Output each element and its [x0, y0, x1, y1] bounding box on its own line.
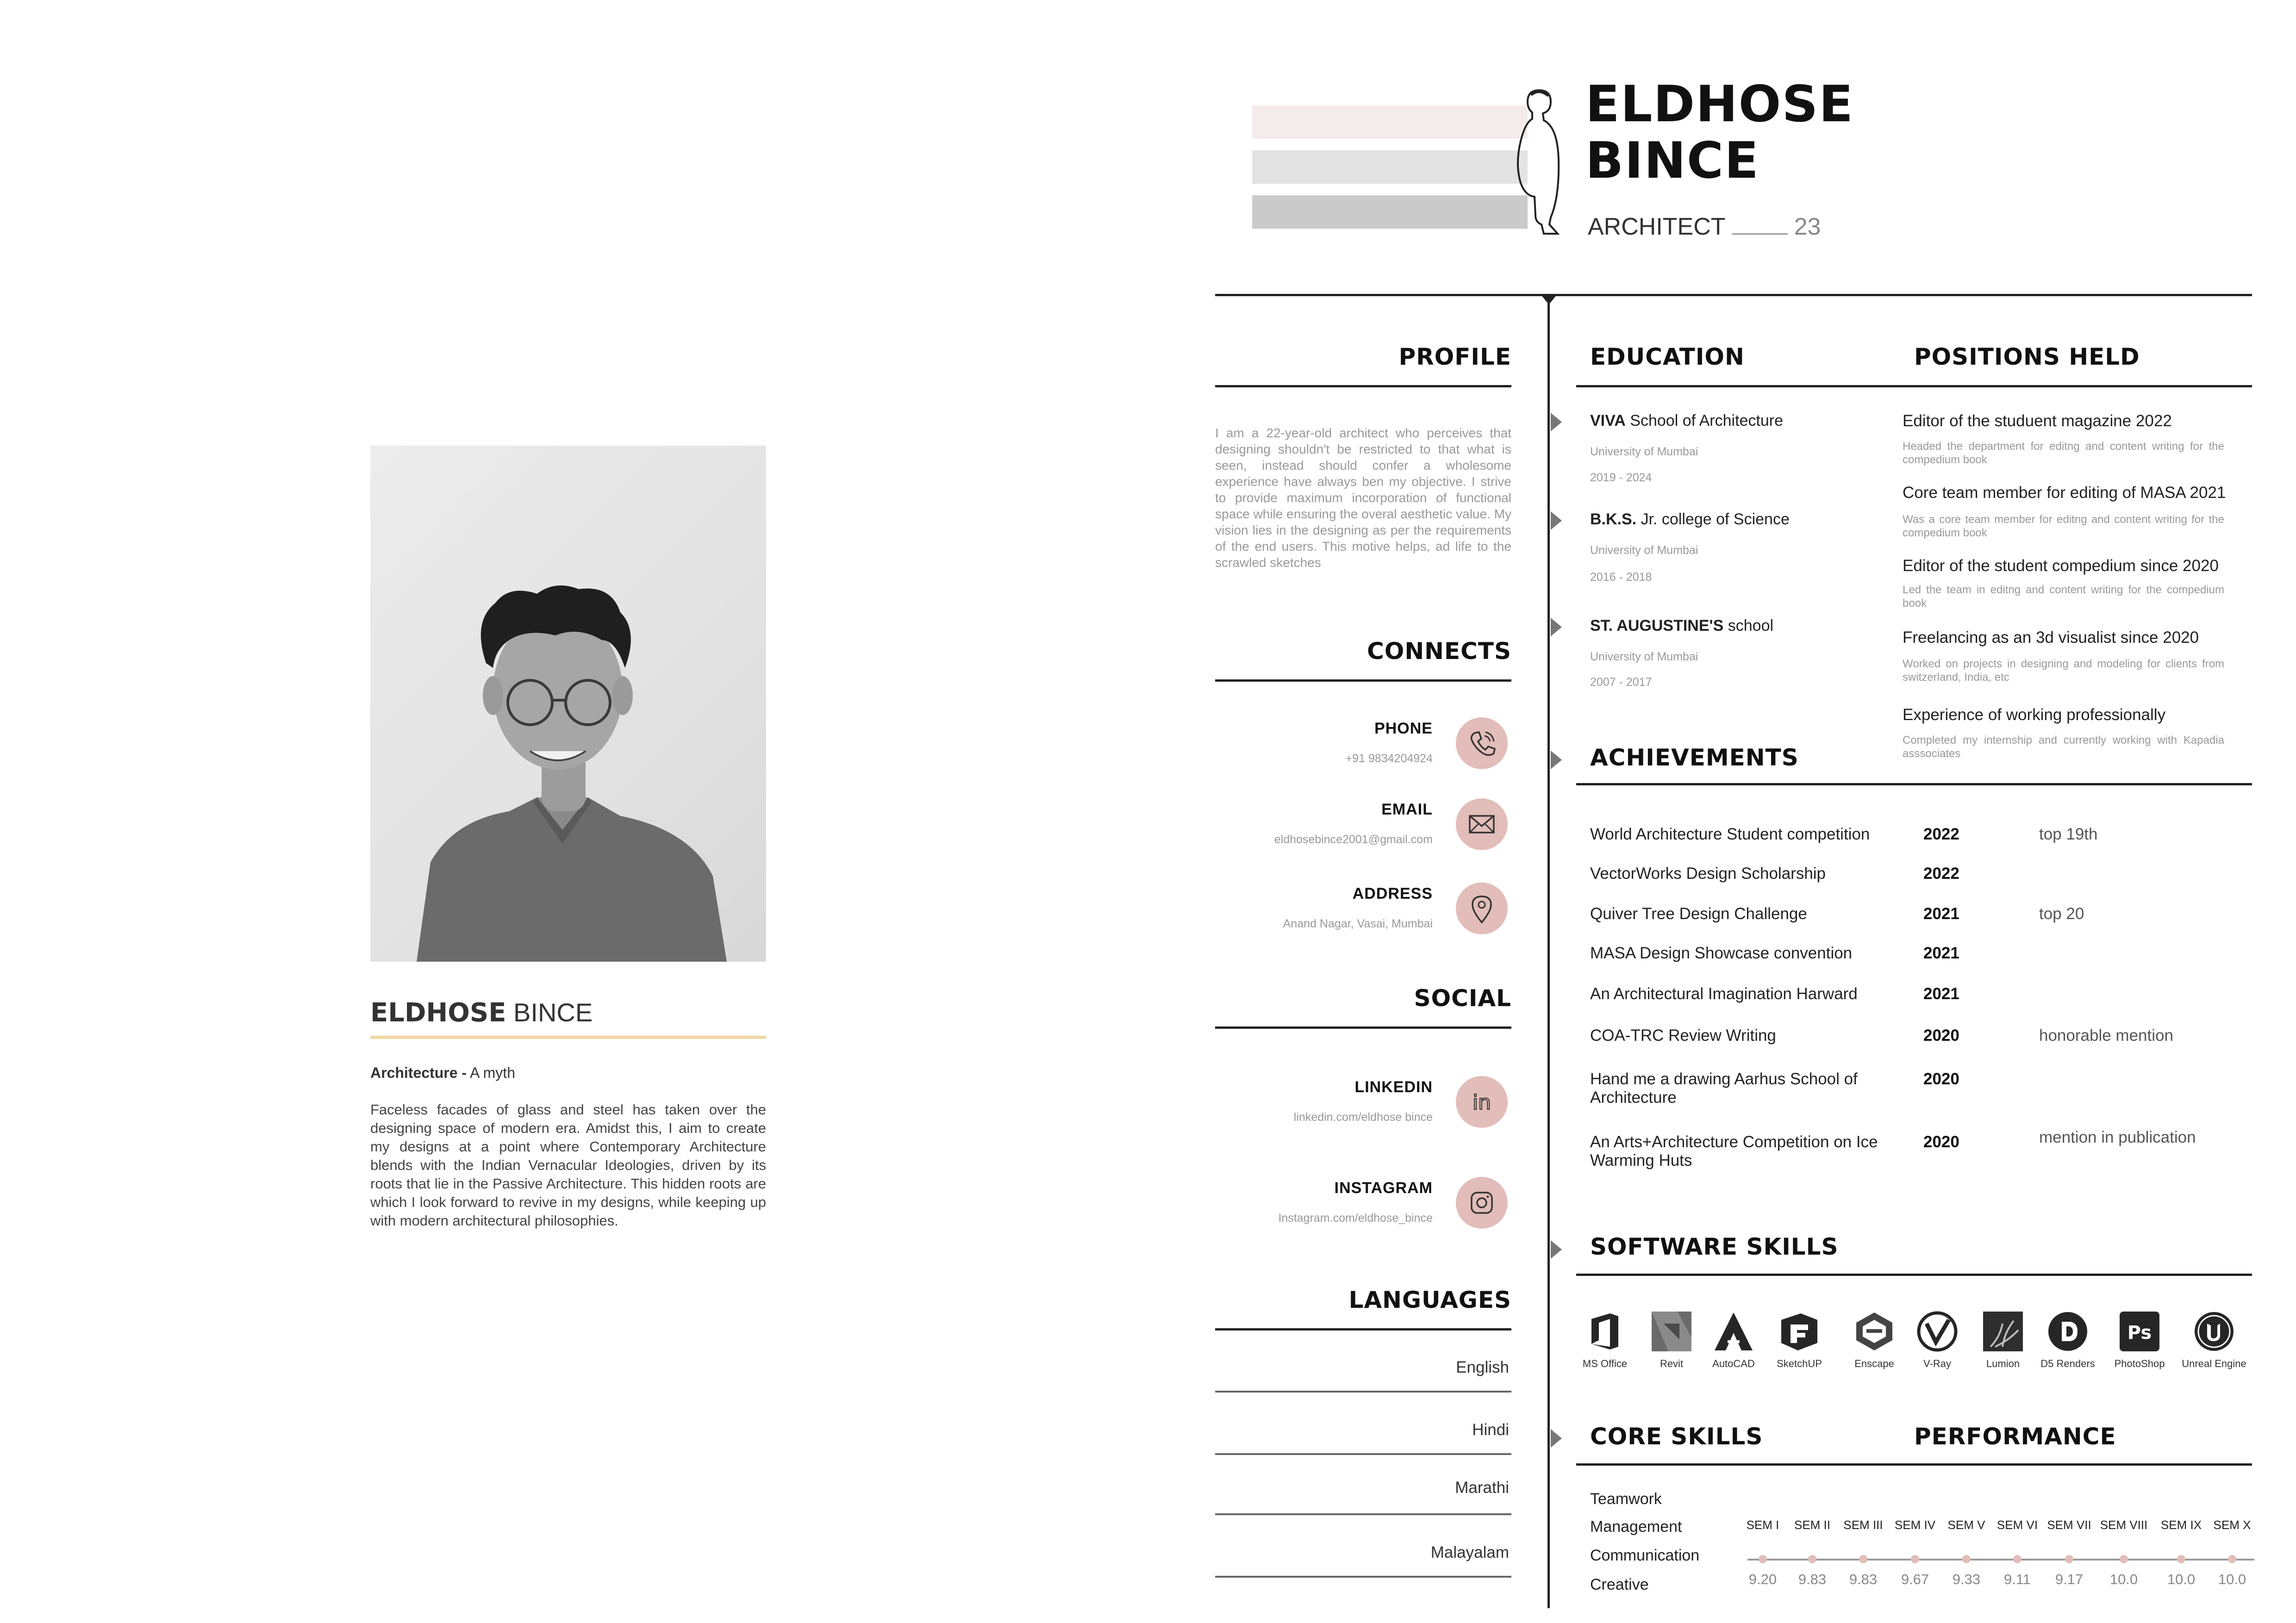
portrait-photo [370, 446, 766, 962]
software-item [1699, 1310, 1768, 1370]
language-divider [1215, 1576, 1511, 1578]
autocad-icon [1712, 1310, 1755, 1353]
core-skill-item: Teamwork [1590, 1490, 1662, 1508]
education-item-years: 2007 - 2017 [1590, 676, 1652, 689]
language-divider [1215, 1513, 1511, 1515]
essay-title [370, 1064, 515, 1082]
email-label: EMAIL [1381, 801, 1433, 818]
mail-icon[interactable] [1456, 798, 1508, 850]
semester-gpa: 9.11 [2003, 1571, 2031, 1587]
position-item-desc: Led the team in editng and content writing for the compedium book [1903, 584, 2224, 609]
achievements-rule [1576, 783, 2252, 785]
semester-dot [2177, 1555, 2185, 1563]
semester-gpa: 10.0 [2109, 1571, 2138, 1587]
social-rule [1215, 1026, 1511, 1029]
achievement-note: top 20 [2039, 905, 2084, 923]
svg-text:Ps: Ps [2127, 1322, 2152, 1343]
semester-gpa: 9.33 [1952, 1571, 1981, 1587]
core-skills-heading: CORE SKILLS [1590, 1423, 1763, 1450]
semester-gpa: 10.0 [2218, 1571, 2246, 1587]
d5-render-icon [2046, 1310, 2090, 1353]
header-first-name: ELDHOSE [1585, 75, 1854, 133]
connects-rule [1215, 679, 1511, 682]
position-item-desc: Headed the department for editng and content writing for the compedium book [1903, 440, 2224, 466]
achievement-year: 2021 [1923, 905, 1959, 923]
position-item-title: Core team member for editing of MASA 2021 [1903, 484, 2226, 502]
semester-dot [2065, 1555, 2073, 1563]
semester-gpa: 9.17 [2055, 1571, 2084, 1587]
achievement-year: 2021 [1923, 944, 1959, 962]
vray-icon [1915, 1310, 1959, 1353]
achievements-heading: ACHIEVEMENTS [1590, 744, 1799, 771]
software-item [2033, 1310, 2103, 1370]
semester-gpa: 9.83 [1798, 1571, 1827, 1587]
left-name-underline [370, 1036, 766, 1039]
semester-label: SEM VII [2047, 1518, 2091, 1532]
semester-dot [2013, 1555, 2021, 1563]
semester-label: SEM IX [2160, 1518, 2202, 1532]
phone-value[interactable]: +91 9834204924 [1345, 752, 1433, 765]
instagram-value[interactable]: Instagram.com/eldhose_bince [1278, 1212, 1433, 1225]
email-value[interactable]: eldhosebince2001@gmail.com [1274, 833, 1433, 846]
header-name [1585, 76, 1854, 189]
language-item: English [1456, 1358, 1509, 1376]
achievement-title: World Architecture Student competition [1590, 825, 1870, 843]
achievement-title: COA-TRC Review Writing [1590, 1026, 1776, 1045]
education-item-university: University of Mumbai [1590, 650, 1698, 663]
address-label: ADDRESS [1352, 885, 1433, 902]
achievement-title: MASA Design Showcase convention [1590, 944, 1853, 962]
semester-dot [2228, 1555, 2236, 1563]
positions-heading: POSITIONS HELD [1914, 343, 2140, 370]
education-heading: EDUCATION [1590, 343, 1745, 370]
software-heading: SOFTWARE SKILLS [1590, 1233, 1839, 1260]
phone-icon[interactable] [1456, 717, 1508, 769]
achievement-title: VectorWorks Design Scholarship [1590, 864, 1826, 883]
essay-title-sub: A myth [470, 1064, 515, 1081]
address-value[interactable]: Anand Nagar, Vasai, Mumbai [1283, 917, 1433, 930]
language-item: Malayalam [1430, 1543, 1509, 1561]
column-divider [1547, 296, 1550, 1608]
language-divider [1215, 1453, 1511, 1455]
software-label: Revit [1660, 1358, 1684, 1369]
profile-text: I am a 22-year-old architect who perceives that designing shouldn't be restricted to that what is seen, instead should confer a wholesome experience have always ben my objective. I strive to provide maximum incorporation of functional space while ensuring the overal aesthetic value. My vision lies in the designing as per the requirements of the end users. This motive helps, ad life to the scrawled sketches [1215, 426, 1511, 570]
software-item [2179, 1310, 2249, 1370]
education-item-years: 2016 - 2018 [1590, 571, 1652, 584]
core-skill-item: Creative [1590, 1576, 1649, 1593]
core-skills-rule [1576, 1463, 2252, 1466]
software-label: Lumion [1986, 1358, 2020, 1369]
phone-label: PHONE [1374, 720, 1433, 737]
achievement-year: 2021 [1923, 985, 1959, 1003]
achievement-title: An Arts+Architecture Competition on Ice Warming Huts [1590, 1133, 1878, 1169]
header-age: 23 [1794, 213, 1821, 240]
education-item-title: VIVA School of Architecture [1590, 412, 1784, 429]
header-divider [1215, 294, 2252, 296]
position-item-desc: Worked on projects in designing and modeling for clients from switzerland, India, etc [1903, 658, 2224, 684]
semester-gpa: 9.67 [1901, 1571, 1929, 1587]
connects-heading: CONNECTS [1367, 638, 1511, 665]
semester-label: SEM X [2213, 1518, 2251, 1532]
achievement-year: 2020 [1923, 1133, 1959, 1151]
semester-label: SEM II [1794, 1518, 1830, 1532]
timeline-arrow [1551, 618, 1562, 636]
achievement-year: 2020 [1923, 1070, 1959, 1088]
core-skill-item: Management [1590, 1518, 1682, 1536]
header-color-bar [1252, 150, 1528, 184]
software-label: Unreal Engine [2182, 1358, 2246, 1369]
achievement-title: Quiver Tree Design Challenge [1590, 905, 1807, 923]
education-item-title: B.K.S. Jr. college of Science [1590, 510, 1790, 528]
software-item [1765, 1310, 1834, 1370]
software-label: Enscape [1854, 1358, 1894, 1369]
achievement-note: honorable mention [2039, 1026, 2173, 1045]
education-rule [1576, 385, 2252, 387]
semester-label: SEM VIII [2100, 1518, 2148, 1532]
header-color-bar [1252, 106, 1528, 139]
instagram-icon[interactable] [1456, 1177, 1508, 1229]
linkedin-label: LINKEDIN [1354, 1078, 1433, 1096]
left-name-last: BINCE [513, 998, 593, 1027]
essay-text: Faceless facades of glass and steel has taken over the designing space of modern era. Amidst this, I aim to create my designs at a point where Contemporary Architecture blends with the Indian Vernacular Ideologies, driven by its roots that lie in the Passive Architecture. This hidden roots are which I look forward to revive in my designs, while keeping up with modern architectural philosophies. [370, 1101, 766, 1229]
left-name-first: ELDHOSE [370, 998, 506, 1028]
linkedin-value[interactable]: linkedin.com/eldhose bince [1293, 1111, 1433, 1124]
header-role-blank-line [1732, 233, 1788, 235]
software-item [1637, 1310, 1706, 1370]
achievement-note: mention in publication [2039, 1128, 2196, 1146]
portrait-illustration [370, 446, 766, 962]
software-item [1840, 1310, 1909, 1370]
achievement-year: 2022 [1923, 864, 1959, 883]
achievement-title: Hand me a drawing Aarhus School of Architecture [1590, 1070, 1858, 1107]
instagram-label: INSTAGRAM [1334, 1179, 1433, 1197]
achievement-note: top 19th [2039, 825, 2098, 843]
education-item-university: University of Mumbai [1590, 544, 1698, 557]
language-item: Hindi [1472, 1421, 1509, 1439]
profile-heading: PROFILE [1398, 343, 1511, 370]
semester-label: SEM V [1947, 1518, 1985, 1532]
semester-dot [1962, 1555, 1971, 1563]
languages-rule [1215, 1328, 1511, 1331]
software-label: AutoCAD [1712, 1358, 1755, 1369]
timeline-arrow [1551, 1429, 1562, 1448]
achievement-year: 2020 [1923, 1026, 1959, 1045]
semester-label: SEM VI [1997, 1518, 2038, 1532]
header-color-bar [1252, 195, 1528, 229]
software-item [2105, 1310, 2174, 1370]
linkedin-icon[interactable] [1456, 1076, 1508, 1128]
education-item-university: University of Mumbai [1590, 445, 1698, 458]
position-item-desc: Was a core team member for editng and content writing for the compedium book [1903, 513, 2224, 539]
timeline-arrow [1551, 511, 1562, 530]
timeline-arrow [1551, 413, 1562, 431]
revit-icon [1650, 1310, 1693, 1353]
language-item: Marathi [1455, 1479, 1509, 1497]
header-role-title: ARCHITECT [1588, 213, 1726, 240]
semester-gpa: 10.0 [2167, 1571, 2196, 1587]
social-heading: SOCIAL [1414, 985, 1511, 1012]
software-item [1570, 1310, 1640, 1370]
semester-dot [2120, 1555, 2128, 1563]
education-item-title: ST. AUGUSTINE'S school [1590, 617, 1774, 634]
semester-dot [1759, 1555, 1767, 1563]
achievement-year: 2022 [1923, 825, 1959, 843]
software-item [1903, 1310, 1972, 1370]
software-label: V-Ray [1923, 1358, 1951, 1369]
software-item [1968, 1310, 2038, 1370]
left-name [370, 997, 593, 1028]
photoshop-icon [2118, 1310, 2161, 1353]
header-role [1588, 213, 1821, 241]
position-item-title: Experience of working professionally [1903, 706, 2166, 724]
software-rule [1576, 1274, 2252, 1276]
semester-dot [1859, 1555, 1867, 1563]
semester-label: SEM IV [1894, 1518, 1936, 1532]
position-item-title: Editor of the studuent magazine 2022 [1903, 412, 2172, 430]
position-item-desc: Completed my internship and currently working with Kapadia asssociates [1903, 734, 2224, 760]
position-item-title: Freelancing as an 3d visualist since 2020 [1903, 628, 2199, 647]
software-label: SketchUP [1777, 1358, 1822, 1369]
software-label: MS Office [1582, 1358, 1628, 1369]
semester-dot [1808, 1555, 1816, 1563]
svg-text:in: in [1472, 1091, 1491, 1114]
profile-rule [1215, 385, 1511, 387]
core-skill-item: Communication [1590, 1547, 1700, 1564]
location-pin-icon[interactable] [1456, 883, 1508, 934]
semester-label: SEM I [1746, 1518, 1779, 1532]
unreal-engine-icon [2192, 1310, 2236, 1353]
languages-heading: LANGUAGES [1348, 1287, 1511, 1313]
performance-heading: PERFORMANCE [1914, 1423, 2116, 1450]
sketchup-icon [1778, 1310, 1821, 1353]
semester-dot [1911, 1555, 1919, 1563]
software-label: PhotoShop [2114, 1358, 2165, 1369]
position-item-title: Editor of the student compedium since 2020 [1903, 557, 2219, 575]
education-item-years: 2019 - 2024 [1590, 471, 1652, 484]
semester-gpa: 9.83 [1849, 1571, 1878, 1587]
semester-gpa: 9.20 [1748, 1571, 1777, 1587]
software-label: D5 Renders [2040, 1358, 2095, 1369]
lumion-icon [1981, 1310, 2025, 1353]
figure-sketch-icon [1507, 86, 1572, 238]
header-last-name: BINCE [1585, 132, 1759, 190]
enscape-icon [1853, 1310, 1896, 1353]
semester-label: SEM III [1843, 1518, 1883, 1532]
achievement-title: An Architectural Imagination Harward [1590, 985, 1858, 1003]
essay-title-bold: Architecture - [370, 1064, 467, 1081]
ms-office-icon [1583, 1310, 1627, 1353]
timeline-arrow [1551, 751, 1562, 769]
language-divider [1215, 1391, 1511, 1393]
timeline-arrow [1551, 1240, 1562, 1259]
